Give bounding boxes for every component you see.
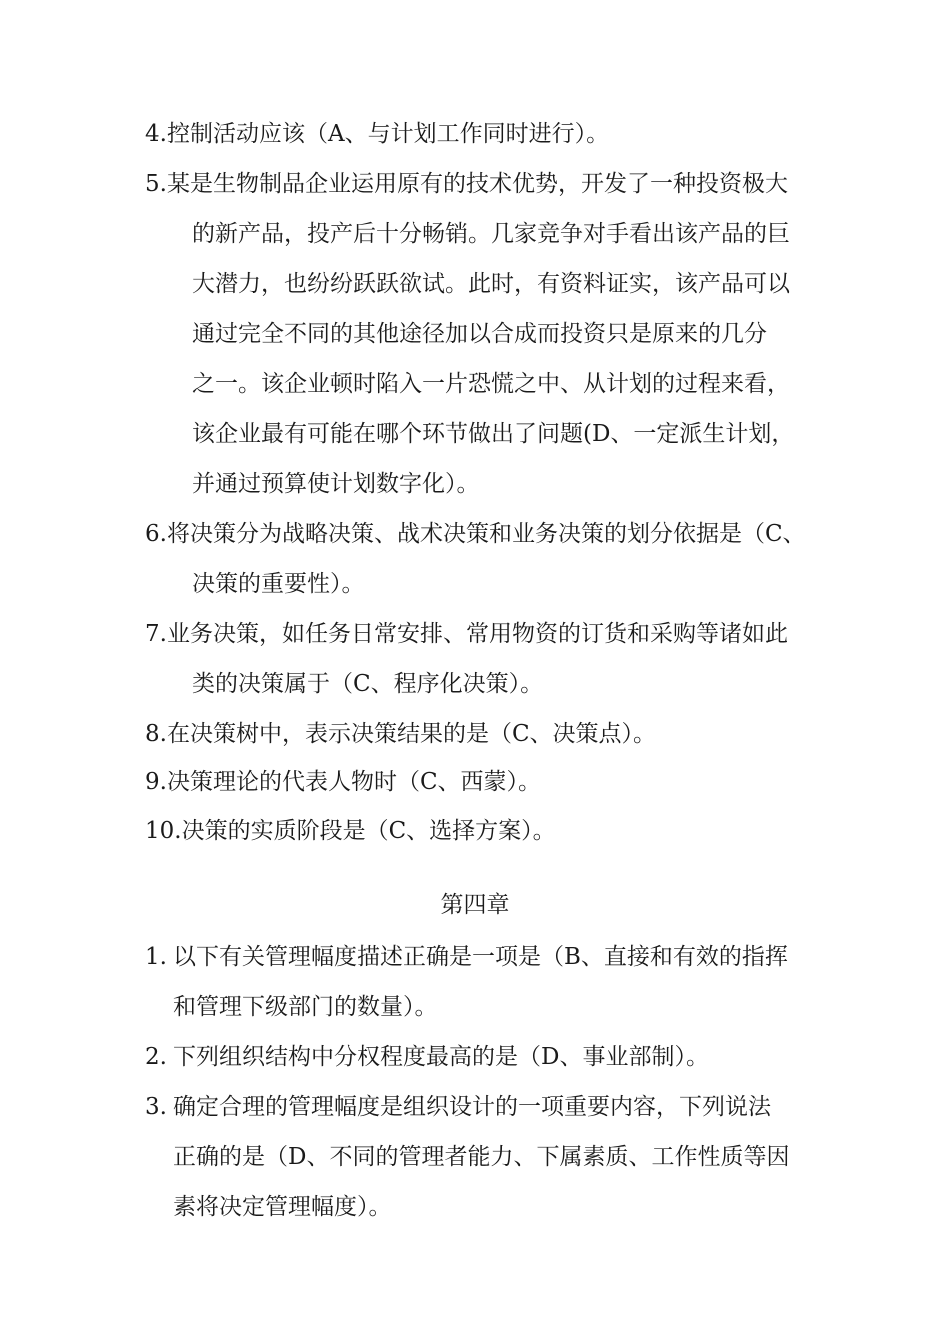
chapter4-question-item-3: [145, 1082, 789, 1232]
question-item-10: [145, 806, 556, 856]
question-number: 4.: [145, 121, 167, 147]
question-number: 10.: [145, 818, 182, 844]
question-item-6: [145, 509, 806, 609]
question-line: [145, 609, 788, 659]
question-number: 2.: [145, 1044, 167, 1070]
question-line: [145, 806, 556, 856]
question-text: 决策的实质阶段是（C、选择方案）。: [181, 818, 556, 844]
question-text: 下列组织结构中分权程度最高的是（D、事业部制）。: [173, 1044, 709, 1070]
question-item-7: [145, 609, 788, 709]
question-continuation-line: 之一。该企业顿时陷入一片恐慌之中、从计划的过程来看，: [192, 371, 790, 397]
question-item-4: [145, 109, 609, 159]
question-text: 控制活动应该（A、与计划工作同时进行）。: [166, 121, 610, 147]
question-number: 1.: [145, 944, 167, 970]
question-number: 6.: [145, 521, 167, 547]
question-continuation-line: 素将决定管理幅度）。: [173, 1194, 392, 1220]
question-continuation-line: 正确的是（D、不同的管理者能力、下属素质、工作性质等因: [173, 1144, 790, 1170]
question-continuation-line: 该企业最有可能在哪个环节做出了问题(D、一定派生计划，: [192, 421, 795, 447]
question-continuation-line: 通过完全不同的其他途径加以合成而投资只是原来的几分: [192, 321, 767, 347]
question-continuation-line: 类的决策属于（C、程序化决策）。: [192, 671, 544, 697]
question-text: 某是生物制品企业运用原有的技术优势，开发了一种投资极大: [166, 171, 788, 197]
question-text: 在决策树中，表示决策结果的是（C、决策点）。: [166, 721, 657, 747]
question-continuation-line: 决策的重要性）。: [192, 571, 365, 597]
question-item-5: [145, 159, 794, 509]
question-continuation-line: 的新产品，投产后十分畅销。几家竞争对手看出该产品的巨: [192, 221, 790, 247]
question-item-8: [145, 709, 656, 759]
question-number: 7.: [145, 621, 167, 647]
question-line: [145, 159, 794, 209]
question-continuation-line: 和管理下级部门的数量）。: [173, 994, 438, 1020]
question-line: [145, 1032, 709, 1082]
question-number: 9.: [145, 769, 167, 795]
chapter4-question-item-2: [145, 1032, 709, 1082]
question-line: [145, 109, 609, 159]
question-line: [145, 932, 788, 982]
question-line: [145, 509, 806, 559]
question-text: 决策理论的代表人物时（C、西蒙）。: [166, 769, 542, 795]
question-number: 5.: [145, 171, 167, 197]
question-continuation-line: 大潜力，也纷纷跃跃欲试。此时，有资料证实，该产品可以: [192, 271, 790, 297]
chapter-heading: 第四章: [440, 892, 510, 918]
question-text: 业务决策，如任务日常安排、常用物资的订货和采购等诸如此: [166, 621, 788, 647]
question-number: 8.: [145, 721, 167, 747]
question-line: [145, 709, 656, 759]
question-continuation-line: 并通过预算使计划数字化）。: [192, 471, 480, 497]
question-line: [145, 1082, 789, 1132]
question-line: [145, 757, 541, 807]
question-number: 3.: [145, 1094, 167, 1120]
question-text: 将决策分为战略决策、战术决策和业务决策的划分依据是（C、: [166, 521, 806, 547]
question-text: 确定合理的管理幅度是组织设计的一项重要内容，下列说法: [173, 1094, 771, 1120]
chapter4-question-item-1: [145, 932, 788, 1032]
question-item-9: [145, 757, 541, 807]
question-text: 以下有关管理幅度描述正确是一项是（B、直接和有效的指挥: [173, 944, 788, 970]
